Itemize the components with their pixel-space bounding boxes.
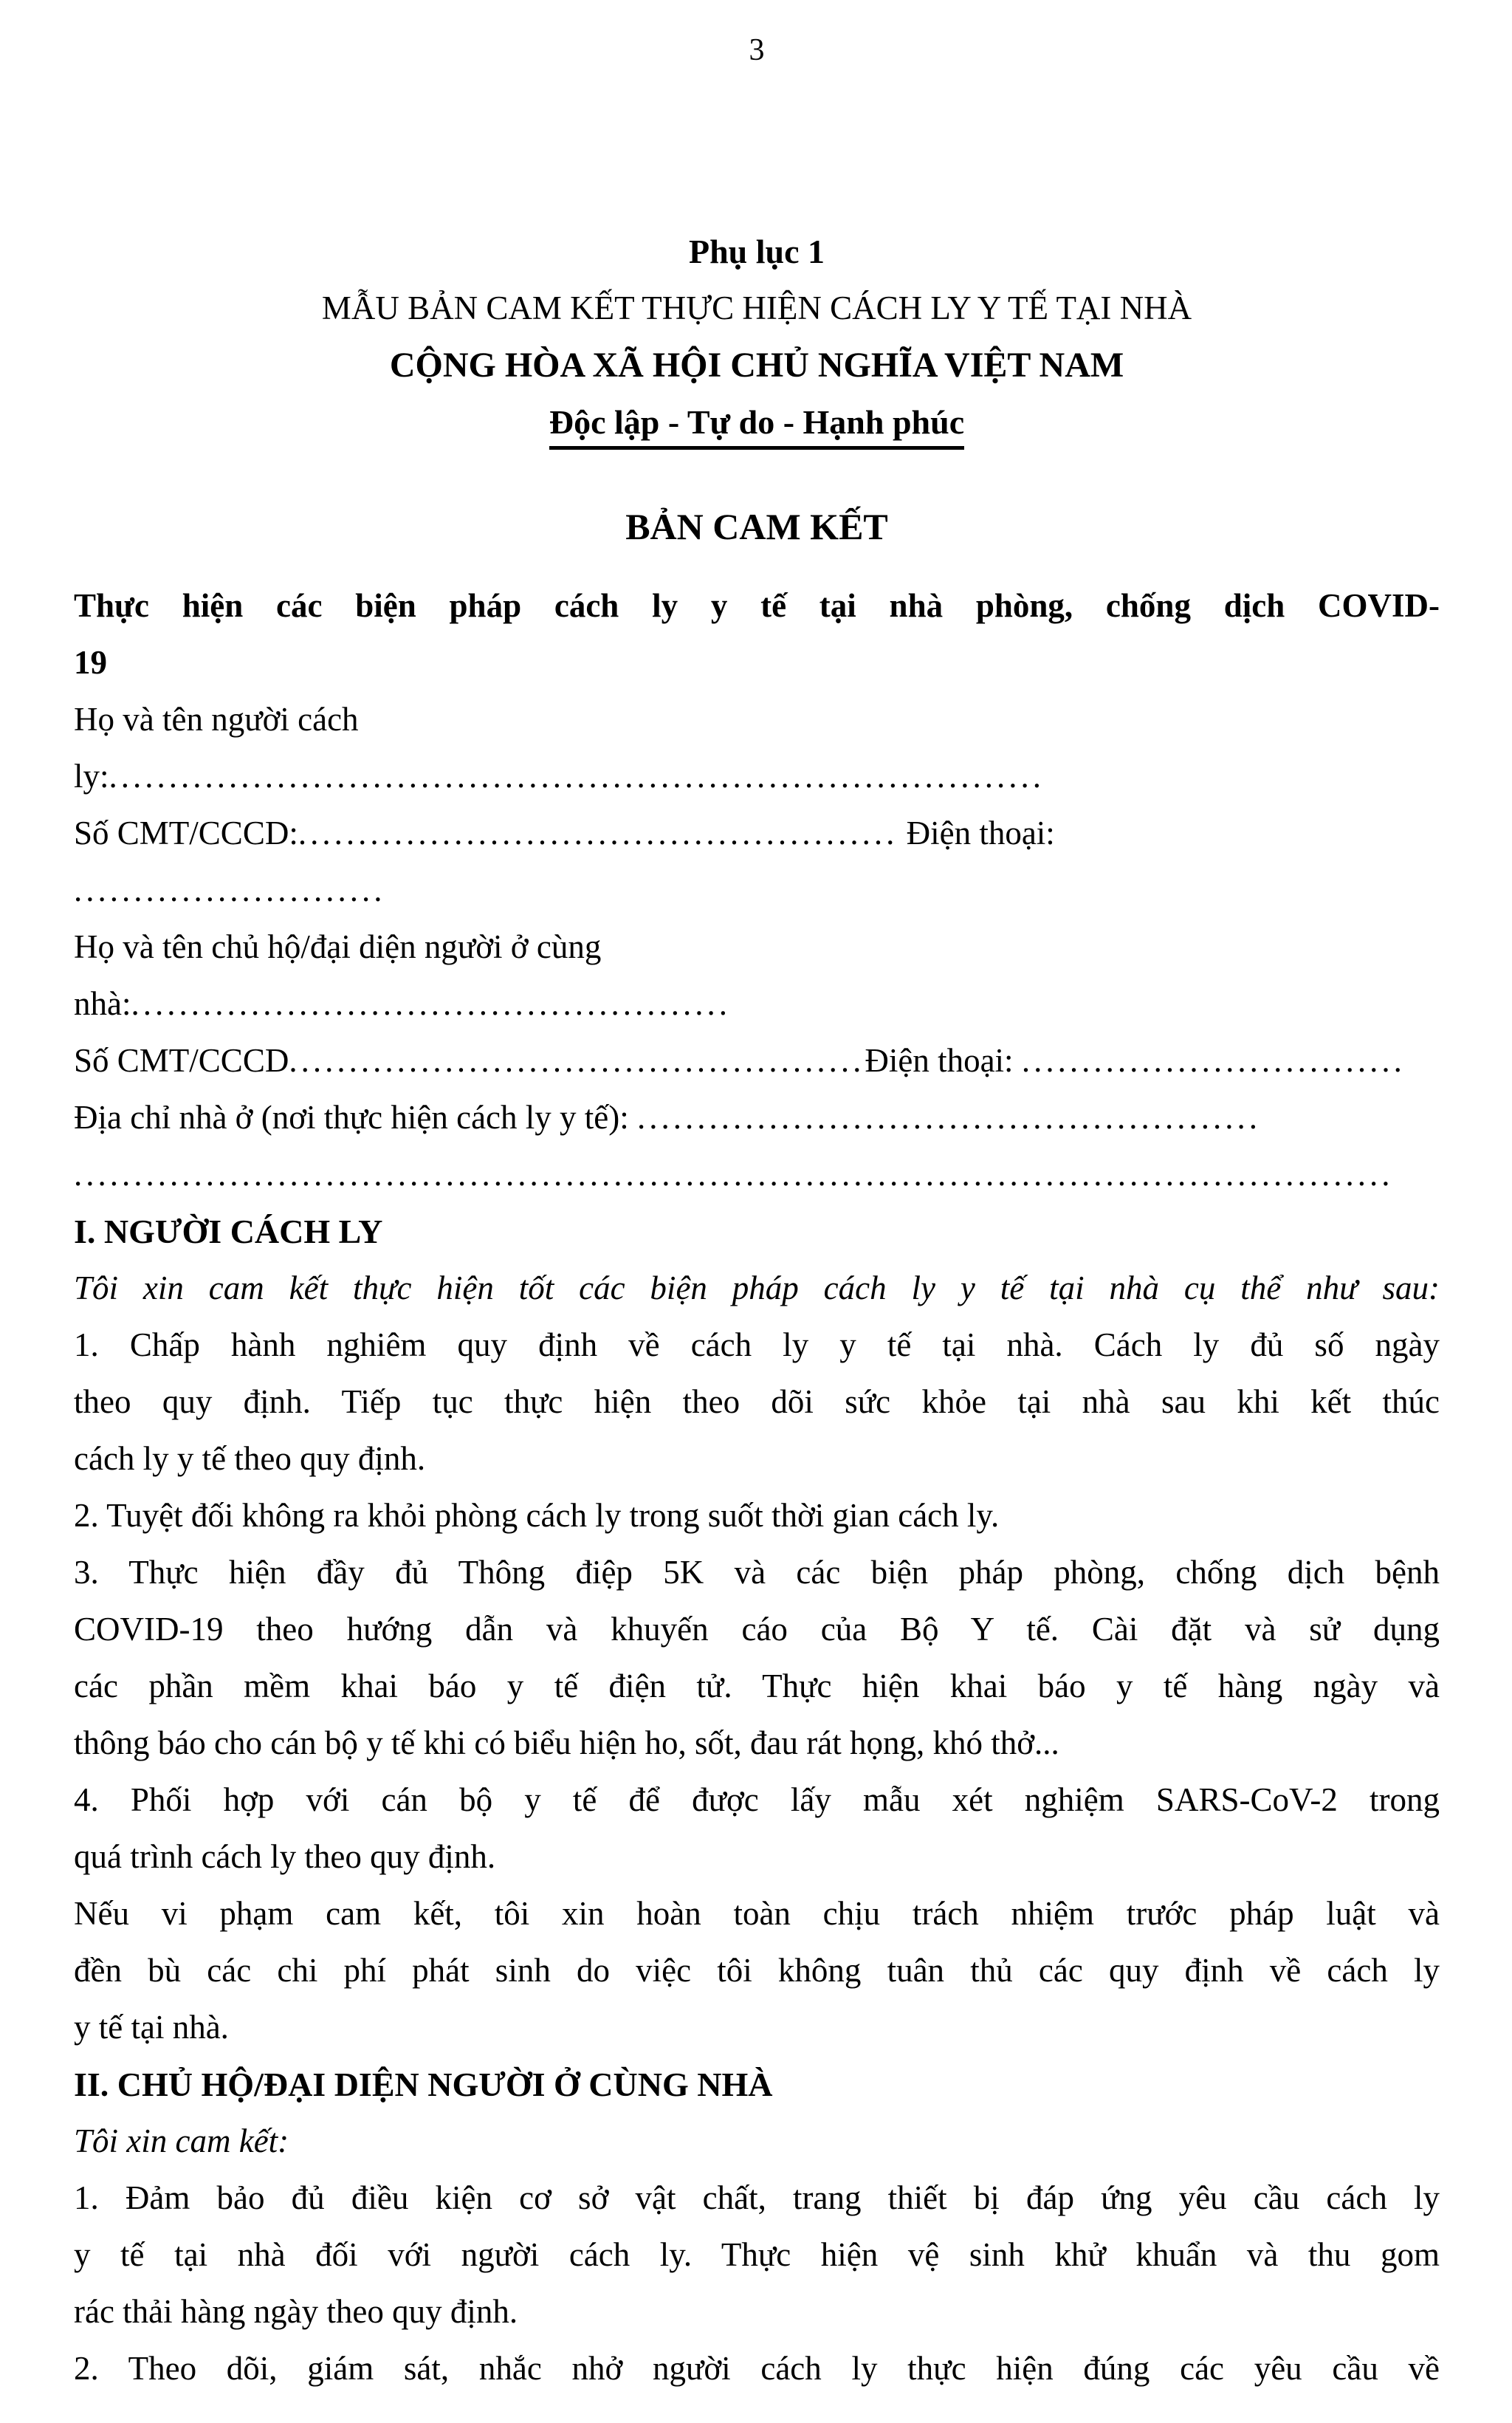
section2-intro: Tôi xin cam kết: (74, 2122, 289, 2159)
address-label: Địa chỉ nhà ở (nơi thực hiện cách ly y tế): (74, 1099, 637, 1136)
host-phone-label: Điện thoại: (865, 1042, 1022, 1079)
main-title: BẢN CAM KẾT (625, 506, 888, 547)
address-overflow-line (74, 1146, 1440, 1203)
appendix-label: Phụ lục 1 (688, 233, 825, 270)
host-phone-dotted-blank: ................................ (1021, 1042, 1406, 1079)
section1-intro: Tôi xin cam kết thực hiện tốt các biện pháp cách ly y tế tại nhà cụ thể như sau: (74, 1269, 1440, 1306)
form-name: MẪU BẢN CAM KẾT THỰC HIỆN CÁCH LY Y TẾ TẠI NHÀ (321, 289, 1192, 326)
section1-item3-line1: 3. Thực hiện đầy đủ Thông điệp 5K và các biện pháp phòng, chống dịch bệnh (74, 1554, 1440, 1591)
host-name-dotted-blank: .................................................. (131, 985, 731, 1022)
person-phone-label: Điện thoại: (898, 815, 1055, 851)
person-phone-entry-line (74, 862, 1440, 919)
section1-note-line3: y tế tại nhà. (74, 2009, 229, 2046)
person-phone-dotted-blank: .......................... (74, 871, 386, 908)
person-id-label: Số CMT/CCCD: (74, 815, 298, 851)
national-motto-text: Độc lập - Tự do - Hạnh phúc (549, 402, 964, 450)
section1-item3-line2: COVID-19 theo hướng dẫn và khuyến cáo của Bộ Y tế. Cài đặt và sử dụng (74, 1611, 1440, 1648)
person-name-entry-line (74, 748, 1440, 805)
section1-item1-line1: 1. Chấp hành nghiêm quy định về cách ly y tế tại nhà. Cách ly đủ số ngày (74, 1326, 1440, 1363)
section2-item2-line1: 2. Theo dõi, giám sát, nhắc nhở người cách ly thực hiện đúng các yêu cầu về (74, 2350, 1440, 2387)
section2-item1-line3: rác thải hàng ngày theo quy định. (74, 2293, 518, 2330)
person-id-dotted-blank: .................................................. (298, 815, 898, 851)
person-name-wrap-label: ly: (74, 758, 109, 795)
subtitle-line-1: Thực hiện các biện pháp cách ly y tế tại nhà phòng, chống dịch COVID- (74, 587, 1440, 624)
national-title: CỘNG HÒA XÃ HỘI CHỦ NGHĨA VIỆT NAM (389, 346, 1124, 385)
person-name-dotted-blank: .............................................................................. (109, 758, 1045, 795)
host-name-entry-line (74, 976, 1440, 1032)
address-overflow-dotted-blank: .............................................................................................................. (74, 1156, 1394, 1193)
subtitle-line-2: 19 (74, 644, 107, 681)
section1-item2-line1: 2. Tuyệt đối không ra khỏi phòng cách ly trong suốt thời gian cách ly. (74, 1497, 1000, 1534)
host-name-label-line: Họ và tên chủ hộ/đại diện người ở cùng (74, 928, 602, 965)
section1-item3-line4: thông báo cho cán bộ y tế khi có biểu hiện ho, sốt, đau rát họng, khó thở... (74, 1724, 1059, 1761)
section2-item1-line2: y tế tại nhà đối với người cách ly. Thực hiện vệ sinh khử khuẩn và thu gom (74, 2236, 1440, 2273)
section1-note-line2: đền bù các chi phí phát sinh do việc tôi không tuân thủ các quy định về cách ly (74, 1952, 1440, 1989)
section1-note-line1: Nếu vi phạm cam kết, tôi xin hoàn toàn chịu trách nhiệm trước pháp luật và (74, 1895, 1440, 1932)
person-id-phone-line (74, 805, 1440, 862)
host-name-wrap-label: nhà: (74, 985, 131, 1022)
page-number: 3 (749, 33, 765, 67)
section1-item1-line3: cách ly y tế theo quy định. (74, 1440, 426, 1477)
section1-item4-line2: quá trình cách ly theo quy định. (74, 1838, 496, 1875)
national-motto (74, 394, 1440, 450)
host-id-label: Số CMT/CCCD (74, 1042, 289, 1079)
address-line (74, 1089, 1440, 1146)
address-dotted-blank: .................................................... (636, 1099, 1261, 1136)
section1-item1-line2: theo quy định. Tiếp tục thực hiện theo dõi sức khỏe tại nhà sau khi kết thúc (74, 1383, 1440, 1420)
person-name-label-line: Họ và tên người cách (74, 701, 359, 738)
section1-heading: I. NGƯỜI CÁCH LY (74, 1213, 383, 1250)
host-id-dotted-blank: ................................................ (289, 1042, 865, 1079)
host-id-phone-line (74, 1032, 1440, 1089)
section1-item4-line1: 4. Phối hợp với cán bộ y tế để được lấy mẫu xét nghiệm SARS-CoV-2 trong (74, 1781, 1440, 1818)
section2-heading: II. CHỦ HỘ/ĐẠI DIỆN NGƯỜI Ở CÙNG NHÀ (74, 2066, 773, 2103)
section1-item3-line3: các phần mềm khai báo y tế điện tử. Thực hiện khai báo y tế hàng ngày và (74, 1668, 1440, 1704)
section2-item1-line1: 1. Đảm bảo đủ điều kiện cơ sở vật chất, trang thiết bị đáp ứng yêu cầu cách ly (74, 2179, 1440, 2216)
